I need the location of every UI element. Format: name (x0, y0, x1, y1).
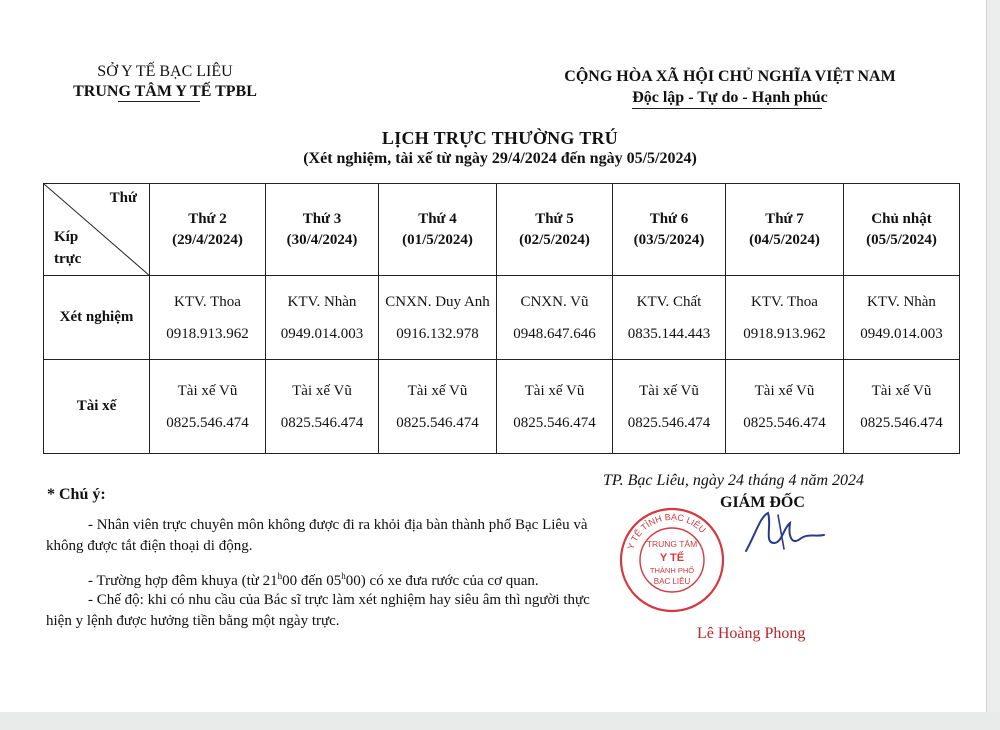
staff-name: Tài xế Vũ (177, 382, 238, 399)
official-stamp (617, 505, 727, 615)
staff-name: Tài xế Vũ (407, 382, 468, 399)
staff-phone: 0918.913.962 (743, 325, 826, 342)
staff-phone: 0949.014.003 (280, 325, 364, 342)
table-row-driver (44, 360, 960, 454)
staff-phone: 0825.546.474 (627, 414, 711, 431)
document-title: LỊCH TRỰC THƯỜNG TRÚ (381, 128, 619, 148)
staff-name: KTV. Nhàn (867, 293, 936, 310)
staff-phone: 0825.546.474 (860, 414, 943, 431)
corner-cell (44, 184, 150, 276)
national-header (520, 66, 940, 108)
staff-name: CNXN. Vũ (520, 293, 589, 310)
stamp-line-2: Y TẾ (659, 552, 685, 564)
day-date: (04/5/2024) (749, 231, 820, 248)
note-item: - Nhân viên trực chuyên môn không được đi ra khỏi địa bàn thành phố Bạc Liêu và không được tắt điện thoại di động. (46, 517, 588, 554)
staff-name: Tài xế Vũ (871, 382, 932, 399)
day-header (379, 184, 497, 276)
corner-label-shift (54, 226, 81, 270)
duty-schedule-table (43, 183, 960, 454)
national-motto: Độc lập - Tự do - Hạnh phúc (632, 89, 828, 106)
day-name: Chủ nhật (871, 210, 932, 227)
staff-phone: 0825.546.474 (280, 414, 364, 431)
table-cell (150, 360, 266, 454)
row-label: Xét nghiệm (44, 276, 150, 360)
handwritten-signature (738, 503, 828, 563)
staff-name: Tài xế Vũ (639, 382, 699, 399)
staff-phone: 0825.546.474 (396, 414, 479, 431)
day-header (726, 184, 844, 276)
note-item: - Chế độ: khi có nhu cầu của Bác sĩ trực làm xét nghiệm hay siêu âm thì người thực hiện y lệnh được hưởng tiền bằng một ngày trực. (46, 592, 590, 629)
staff-phone: 0835.144.443 (627, 325, 711, 342)
stamp-ring-text: Y TẾ TỈNH BẠC LIÊU (625, 511, 708, 551)
document-subtitle: (Xét nghiệm, tài xế từ ngày 29/4/2024 đến ngày 05/5/2024) (303, 150, 697, 167)
table-cell (844, 360, 960, 454)
staff-name: KTV. Thoa (751, 293, 818, 310)
signer-position: GIÁM ĐỐC (720, 494, 805, 511)
scan-margin-right (986, 0, 1000, 730)
stamp-line-3: THÀNH PHỐ (649, 566, 695, 575)
note-sup: h (341, 571, 346, 581)
staff-name: Tài xế Vũ (754, 382, 815, 399)
agency-name: TRUNG TÂM Y TẾ TPBL (73, 83, 257, 100)
staff-phone: 0825.546.474 (743, 414, 826, 431)
scan-margin-bottom (0, 712, 1000, 730)
staff-name: KTV. Thoa (174, 293, 241, 310)
table-cell (266, 276, 379, 360)
table-cell (844, 276, 960, 360)
day-date: (02/5/2024) (519, 231, 590, 248)
note-text: - Trường hợp đêm khuya (từ 21 (88, 573, 278, 589)
staff-phone: 0825.546.474 (513, 414, 596, 431)
staff-phone: 0916.132.978 (396, 325, 479, 342)
place-date: TP. Bạc Liêu, ngày 24 tháng 4 năm 2024 (603, 472, 865, 489)
row-label: Tài xế (44, 360, 150, 454)
note-item (46, 566, 591, 592)
corner-label-shift-2: trực (54, 251, 82, 267)
signer-name: Lê Hoàng Phong (697, 625, 806, 642)
day-date: (03/5/2024) (633, 231, 705, 248)
stamp-line-4: BẠC LIÊU (653, 577, 691, 586)
table-cell (150, 276, 266, 360)
staff-name: KTV. Nhàn (287, 293, 357, 310)
staff-name: Tài xế Vũ (292, 382, 352, 399)
agency-header (40, 62, 290, 102)
agency-underline (118, 101, 200, 102)
corner-label-shift-1: Kíp (54, 229, 79, 245)
staff-phone: 0948.647.646 (513, 325, 596, 342)
table-cell (613, 360, 726, 454)
motto-underline (632, 108, 822, 109)
day-header (150, 184, 266, 276)
day-name: Thứ 2 (188, 210, 227, 227)
day-name: Thứ 4 (418, 210, 457, 227)
day-header (613, 184, 726, 276)
agency-parent: SỞ Y TẾ BẠC LIÊU (97, 63, 233, 80)
table-cell (726, 360, 844, 454)
day-name: Thứ 7 (765, 210, 804, 227)
table-cell (379, 276, 497, 360)
day-date: (29/4/2024) (172, 231, 243, 248)
table-cell (379, 360, 497, 454)
table-cell (726, 276, 844, 360)
table-cell (266, 360, 379, 454)
note-text: 00 đến 05 (282, 573, 342, 589)
note-text: 00) có xe đưa rước của cơ quan. (345, 573, 539, 589)
day-name: Thứ 6 (649, 210, 689, 227)
table-cell (497, 360, 613, 454)
day-date: (05/5/2024) (866, 231, 937, 248)
day-header (266, 184, 379, 276)
national-title: CỘNG HÒA XÃ HỘI CHỦ NGHĨA VIỆT NAM (564, 68, 896, 85)
table-cell (613, 276, 726, 360)
day-header (497, 184, 613, 276)
table-row-lab (44, 276, 960, 360)
day-date: (30/4/2024) (286, 231, 358, 248)
staff-name: KTV. Chất (636, 293, 702, 310)
notes-title: * Chú ý: (47, 486, 106, 503)
day-name: Thứ 3 (302, 210, 342, 227)
table-cell (497, 276, 613, 360)
scan-edge-line (986, 0, 987, 712)
day-name: Thứ 5 (535, 210, 574, 227)
staff-phone: 0949.014.003 (860, 325, 943, 342)
corner-label-day: Thứ (109, 190, 137, 206)
staff-name: CNXN. Duy Anh (385, 293, 490, 310)
note-sup: h (277, 571, 283, 581)
staff-phone: 0825.546.474 (166, 414, 249, 431)
day-date: (01/5/2024) (402, 231, 473, 248)
staff-name: Tài xế Vũ (524, 382, 585, 399)
staff-phone: 0918.913.962 (166, 325, 249, 342)
day-header (844, 184, 960, 276)
table-header-row (44, 184, 960, 276)
stamp-line-1: TRUNG TÂM (646, 539, 698, 549)
